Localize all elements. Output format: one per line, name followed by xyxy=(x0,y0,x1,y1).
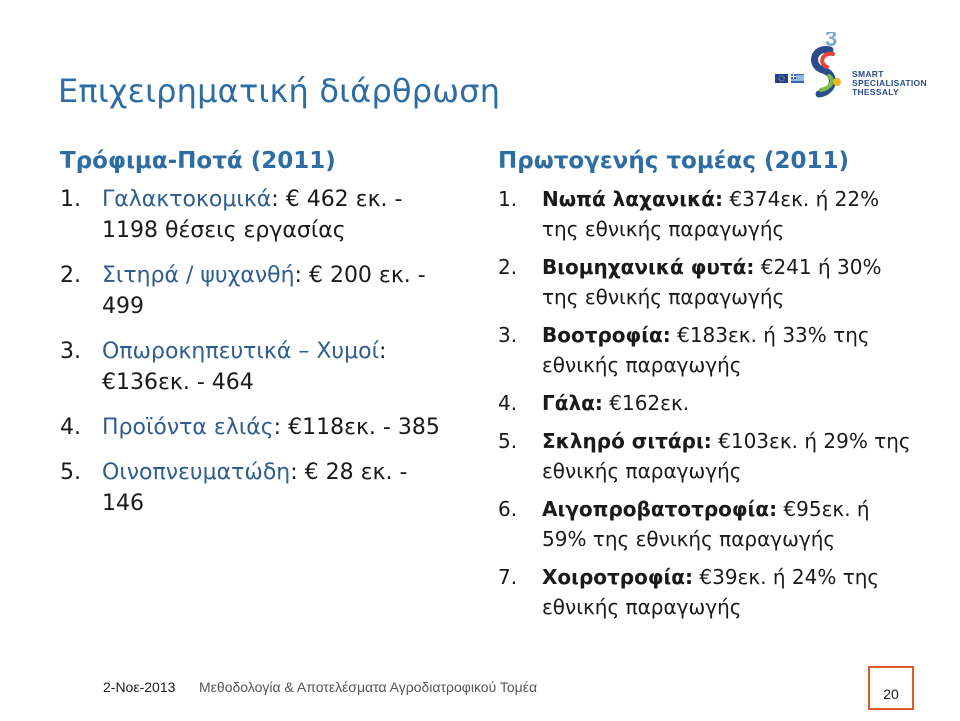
page-number: 20 xyxy=(868,666,914,710)
item-value: €95εκ. ή 59% της εθνικής παραγωγής xyxy=(542,497,870,551)
item-number: 3. xyxy=(60,339,81,364)
item-number: 1. xyxy=(60,187,81,212)
food-drinks-list xyxy=(60,184,480,519)
list-item xyxy=(60,412,480,443)
list-item xyxy=(498,426,938,486)
item-label: Γαλακτοκομικά xyxy=(102,187,272,212)
item-label: Προϊόντα ελιάς xyxy=(102,415,274,440)
item-number: 5. xyxy=(60,460,81,485)
item-number: 6. xyxy=(498,497,518,521)
list-item xyxy=(60,260,480,322)
item-number: 1. xyxy=(498,187,518,211)
item-value: €39εκ. ή 24% της εθνικής παραγωγής xyxy=(542,565,880,619)
item-label: Οπωροκηπευτικά – Χυμοί xyxy=(102,339,380,364)
item-label: Σιτηρά / ψυχανθή xyxy=(102,263,295,288)
item-number: 4. xyxy=(498,391,518,415)
item-value: : €118εκ. - 385 xyxy=(273,415,440,440)
item-label: Γάλα: xyxy=(542,391,603,415)
item-label: Σκληρό σιτάρι: xyxy=(542,429,712,453)
primary-sector-column xyxy=(498,148,938,630)
list-item xyxy=(498,320,938,380)
greek-flag-icon xyxy=(791,74,804,83)
item-number: 3. xyxy=(498,323,518,347)
item-value: €241 ή 30% της εθνικής παραγωγής xyxy=(542,255,882,309)
item-label: Νωπά λαχανικά: xyxy=(542,187,724,211)
item-label: Χοιροτροφία: xyxy=(542,565,694,589)
list-item xyxy=(60,457,480,519)
list-item xyxy=(60,184,480,246)
list-item xyxy=(498,562,938,622)
item-value: : €136εκ. - 464 xyxy=(102,339,387,395)
item-value: : € 200 εκ. - 499 xyxy=(102,263,426,319)
item-value: : € 462 εκ. - 1198 θέσεις εργασίας xyxy=(102,187,403,243)
item-number: 5. xyxy=(498,429,518,453)
eu-flag-icon xyxy=(775,74,788,83)
item-value: €183εκ. ή 33% της εθνικής παραγωγής xyxy=(542,323,870,377)
list-item xyxy=(498,252,938,312)
item-label: Βιομηχανικά φυτά: xyxy=(542,255,755,279)
item-label: Βοοτροφία: xyxy=(542,323,671,347)
food-drinks-column xyxy=(60,148,480,533)
item-value: €162εκ. xyxy=(602,391,690,415)
logo-text: SMART SPECIALISATION THESSALY xyxy=(852,69,927,97)
footer-date: 2-Νοε-2013 xyxy=(103,679,176,695)
footer-text: Μεθοδολογία & Αποτελέσματα Αγροδιατροφικού Τομέα xyxy=(199,679,538,695)
item-label: Αιγοπροβατοτροφία: xyxy=(542,497,778,521)
item-number: 7. xyxy=(498,565,518,589)
item-value: : € 28 εκ. - 146 xyxy=(102,460,408,516)
item-number: 4. xyxy=(60,415,81,440)
list-item xyxy=(498,388,938,418)
item-value: €374εκ. ή 22% της εθνικής παραγωγής xyxy=(542,187,880,241)
primary-sector-list xyxy=(498,184,938,622)
slide-title: Επιχειρηματική διάρθρωση xyxy=(58,72,501,110)
logo-number: 3 xyxy=(825,32,838,51)
list-item xyxy=(60,336,480,398)
list-item xyxy=(498,184,938,244)
primary-sector-heading: Πρωτογενής τομέας (2011) xyxy=(498,148,850,174)
item-number: 2. xyxy=(498,255,518,279)
food-drinks-heading: Τρόφιμα-Ποτά (2011) xyxy=(60,148,336,174)
item-number: 2. xyxy=(60,263,81,288)
list-item xyxy=(498,494,938,554)
item-value: €103εκ. ή 29% της εθνικής παραγωγής xyxy=(542,429,911,483)
item-label: Οινοπνευματώδη xyxy=(102,460,291,485)
